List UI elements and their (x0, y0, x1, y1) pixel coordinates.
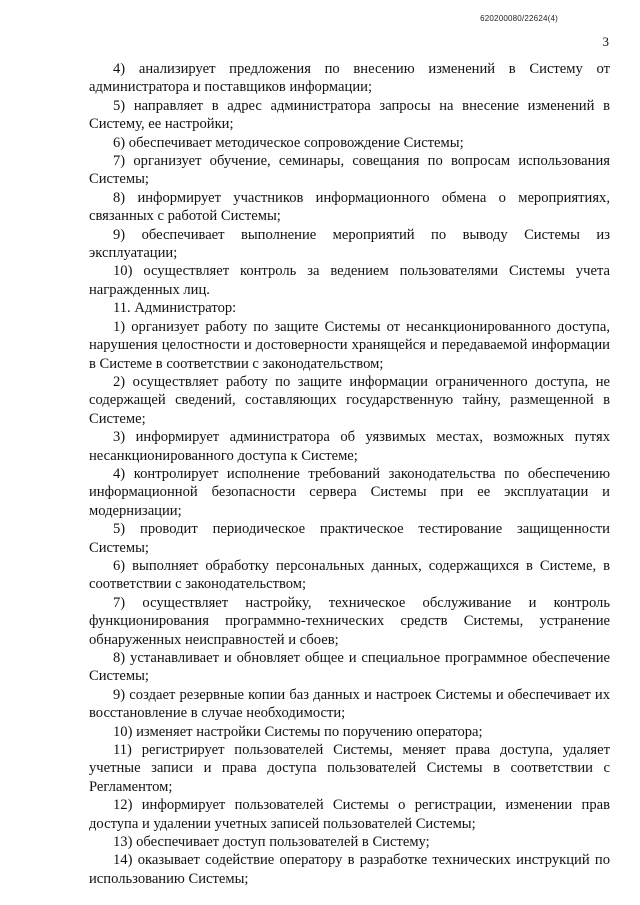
section-heading-administrator: 11. Администратор: (113, 300, 237, 317)
paragraph-admin-7: 7) осуществляет настройку, техническое обслуживание и контроль функционирования программно-технических средств Системы, устранение обнаруженных неисправностей и сбоев; (89, 594, 610, 648)
paragraph-op-7: 7) организует обучение, семинары, совещания по вопросам использования Системы; (89, 153, 610, 188)
paragraph-op-6: 6) обеспечивает методическое сопровождение Системы; (113, 134, 464, 151)
paragraph-op-4: 4) анализирует предложения по внесению изменений в Систему от администратора и поставщиков информации; (89, 61, 610, 96)
document-number: 620200080/22624(4) (480, 14, 558, 23)
paragraph-admin-8: 8) устанавливает и обновляет общее и специальное программное обеспечение Системы; (89, 650, 610, 685)
paragraph-admin-3: 3) информирует администратора об уязвимых местах, возможных путях несанкционированного доступа к Системе; (89, 429, 610, 464)
page-number: 3 (602, 34, 609, 49)
paragraph-admin-13: 13) обеспечивает доступ пользователей в Систему; (113, 834, 430, 851)
paragraph-op-9: 9) обеспечивает выполнение мероприятий по выводу Системы из эксплуатации; (89, 226, 610, 262)
document-body (89, 60, 610, 888)
paragraph-admin-5: 5) проводит периодическое практическое тестирование защищенности Системы; (89, 521, 610, 556)
paragraph-admin-11: 11) регистрирует пользователей Системы, меняет права доступа, удаляет учетные записи и права доступа пользователей Системы в соответствии с Регламентом; (89, 742, 610, 795)
paragraph-op-8: 8) информирует участников информационного обмена о мероприятиях, связанных с работой Системы; (89, 189, 610, 225)
paragraph-admin-4: 4) контролирует исполнение требований законодательства по обеспечению информационной безопасности сервера Системы при ее эксплуатации и модернизации; (89, 465, 610, 519)
paragraph-op-10: 10) осуществляет контроль за ведением пользователями Системы учета награжденных лиц. (89, 263, 610, 298)
paragraph-admin-12: 12) информирует пользователей Системы о регистрации, изменении прав доступа и удалении учетных записей пользователей Системы; (89, 797, 610, 832)
paragraph-admin-6: 6) выполняет обработку персональных данных, содержащихся в Системе, в соответствии с законодательством; (89, 557, 610, 593)
paragraph-admin-1: 1) организует работу по защите Системы от несанкционированного доступа, нарушения целостности и достоверности хранящейся и передаваемой информации в Системе в соответствии с законодательством; (89, 318, 610, 372)
paragraph-admin-9: 9) создает резервные копии баз данных и настроек Системы и обеспечивает их восстановление в случае необходимости; (89, 686, 610, 722)
paragraph-admin-10: 10) изменяет настройки Системы по поручению оператора; (113, 723, 483, 740)
paragraph-op-5: 5) направляет в адрес администратора запросы на внесение изменений в Систему, ее настройки; (89, 97, 610, 133)
paragraph-admin-2: 2) осуществляет работу по защите информации ограниченного доступа, не содержащей сведений, составляющих государственную тайну, размещенной в Системе; (89, 373, 610, 427)
paragraph-admin-14: 14) оказывает содействие оператору в разработке технических инструкций по использованию Системы; (89, 852, 610, 887)
